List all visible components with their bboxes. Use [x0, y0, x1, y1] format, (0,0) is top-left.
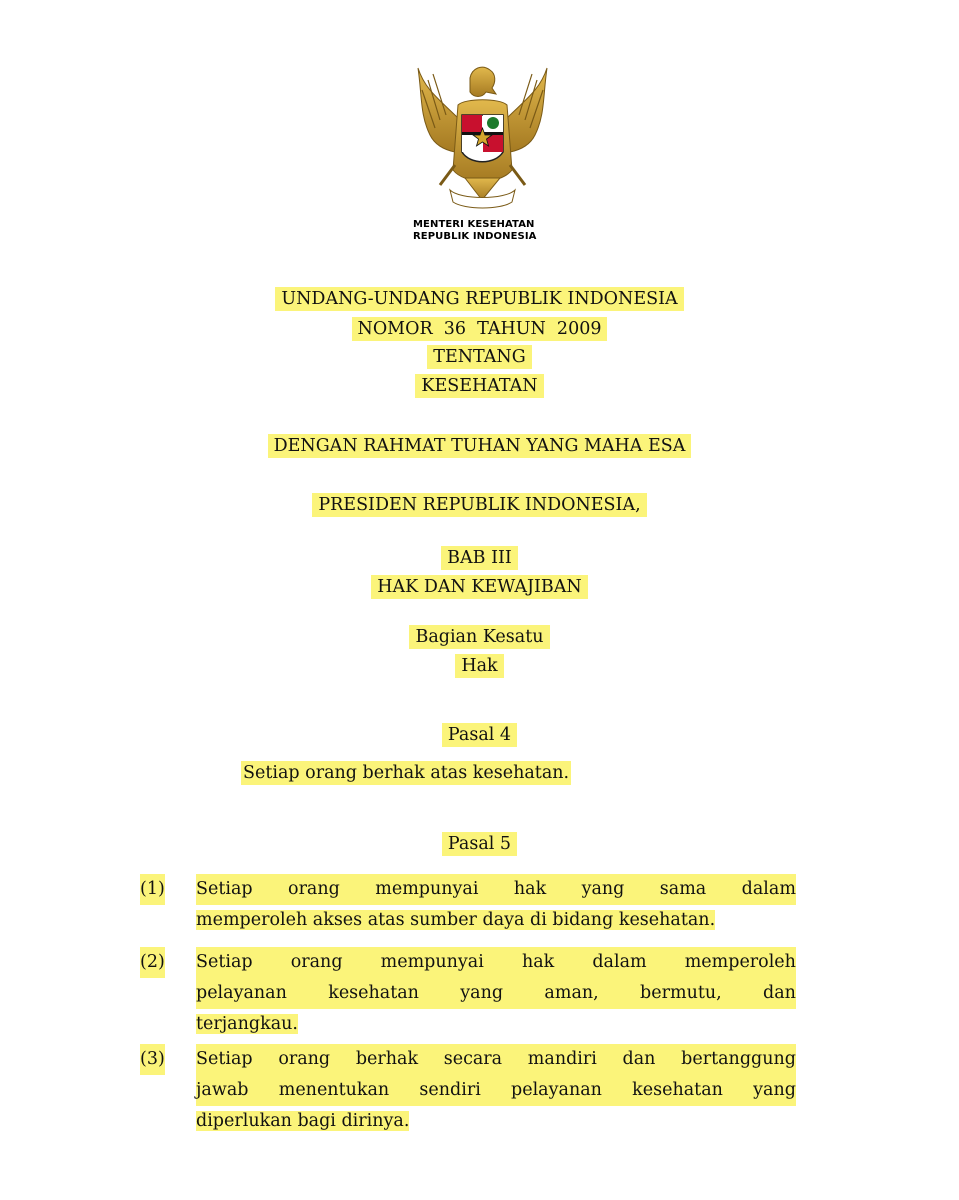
item-word: sendiri: [419, 1080, 481, 1100]
item-word: orang: [288, 879, 340, 899]
ministry-header: [413, 219, 573, 243]
item-line: [196, 978, 796, 1009]
item-word: hak: [521, 952, 555, 972]
item-word: aman,: [544, 983, 599, 1003]
item-line: [196, 905, 796, 936]
ministry-line-2: REPUBLIK INDONESIA: [413, 231, 537, 242]
item-number: (3): [140, 1044, 165, 1075]
item-line: [196, 1106, 796, 1137]
chapter-number: BAB III: [0, 547, 959, 569]
item-last-line: terjangkau.: [196, 1014, 298, 1034]
item-word: mempunyai: [375, 879, 479, 899]
item-word: Setiap: [196, 952, 253, 972]
title-line-4: KESEHATAN: [0, 375, 959, 397]
item-word: mempunyai: [380, 952, 484, 972]
title-line-1: UNDANG-UNDANG REPUBLIK INDONESIA: [0, 288, 959, 310]
item-word: berhak: [355, 1049, 419, 1069]
item-word: kesehatan: [632, 1080, 723, 1100]
item-line: [196, 1044, 796, 1075]
title-line-2: NOMOR 36 TAHUN 2009: [0, 318, 959, 340]
item-word: orang: [278, 1049, 331, 1069]
item-word: pelayanan: [511, 1080, 602, 1100]
item-body: [196, 1044, 796, 1137]
item-word: dan: [763, 983, 796, 1003]
item-number: (2): [140, 947, 165, 978]
item-word: Setiap: [196, 879, 253, 899]
item-word: Setiap: [196, 1049, 253, 1069]
item-line: [196, 947, 796, 978]
title-line-3: TENTANG: [0, 346, 959, 368]
item-word: dalam: [592, 952, 647, 972]
item-last-line: diperlukan bagi dirinya.: [196, 1111, 410, 1131]
item-word: yang: [460, 983, 504, 1003]
item-last-line: memperoleh akses atas sumber daya di bidang kesehatan.: [196, 910, 716, 930]
item-word: bermutu,: [640, 983, 722, 1003]
item-line: [196, 1075, 796, 1106]
item-word: yang: [581, 879, 625, 899]
pasal-5-heading: Pasal 5: [0, 833, 959, 855]
pasal-4-heading: Pasal 4: [0, 724, 959, 746]
chapter-name: HAK DAN KEWAJIBAN: [0, 576, 959, 598]
item-body: [196, 947, 796, 1040]
preamble-rahmat: DENGAN RAHMAT TUHAN YANG MAHA ESA: [0, 435, 959, 457]
pasal-4-text: Setiap orang berhak atas kesehatan.: [243, 763, 570, 783]
ministry-line-1: MENTERI KESEHATAN: [413, 219, 535, 230]
item-word: orang: [290, 952, 343, 972]
item-word: dan: [622, 1049, 656, 1069]
item-word: yang: [753, 1080, 796, 1100]
item-line: [196, 1009, 796, 1040]
item-word: hak: [513, 879, 547, 899]
item-number: (1): [140, 874, 165, 905]
item-word: menentukan: [278, 1080, 390, 1100]
item-word: pelayanan: [196, 983, 287, 1003]
item-word: kesehatan: [328, 983, 419, 1003]
garuda-emblem-icon: [400, 60, 565, 220]
section-name: Hak: [0, 655, 959, 677]
item-word: secara: [443, 1049, 503, 1069]
item-line: [196, 874, 796, 905]
item-word: sama: [659, 879, 707, 899]
item-word: dalam: [741, 879, 796, 899]
item-body: [196, 874, 796, 936]
item-word: bertanggung: [681, 1049, 796, 1069]
item-word: mandiri: [527, 1049, 597, 1069]
item-word: memperoleh: [684, 952, 796, 972]
preamble-presiden: PRESIDEN REPUBLIK INDONESIA,: [0, 494, 959, 516]
section-number: Bagian Kesatu: [0, 626, 959, 648]
item-word: jawab: [196, 1080, 249, 1100]
